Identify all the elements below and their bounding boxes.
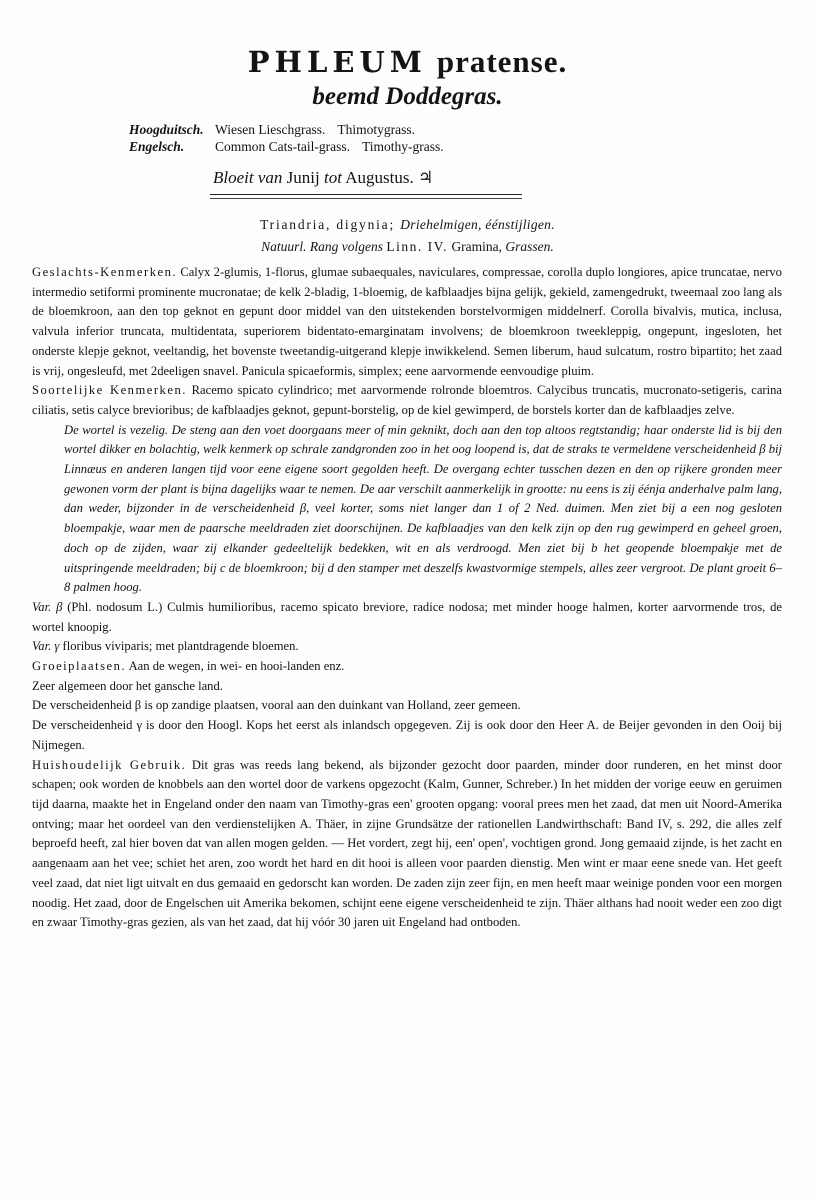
vernacular-row-english xyxy=(129,138,456,155)
habitat-line: Zeer algemeen door het gansche land. xyxy=(32,678,223,693)
body-text xyxy=(32,263,782,933)
perennial-symbol: ♃ xyxy=(417,168,434,187)
habitat-line: De verscheidenheid β is op zandige plaatsen, vooral aan den duinkant van Holland, zeer gemeen. xyxy=(32,698,521,713)
genus-name: PHLEUM xyxy=(247,45,427,79)
bloom-period xyxy=(213,167,433,189)
vernacular-name: Timothy-grass. xyxy=(362,139,444,154)
section-text: Aan de wegen, in wei- en hooi-landen enz. xyxy=(128,659,345,674)
vernacular-name: Wiesen Lieschgrass. xyxy=(215,122,326,137)
title-block xyxy=(0,44,815,112)
species-characters xyxy=(32,381,782,420)
variety-beta xyxy=(32,598,782,637)
divider xyxy=(210,198,522,199)
vernacular-language: Engelsch. xyxy=(129,139,185,154)
vernacular-names xyxy=(129,121,456,155)
variety-text: (Phl. nodosum L.) Culmis humilioribus, racemo spicato breviore, radice nodosa; met minder hooge halmen, korter aarvormende tros, de wortel knoopig. xyxy=(32,599,782,634)
observation-paragraph: De wortel is vezelig. De steng aan den voet doorgaans meer of min geknikt, doch aan den top altoos regtstandig; haar onderste lid is bij den wortel dikker en bolachtig, welk kenmerk op schrale zandgronden zoo in het oog loopend is, dat de straks te vermeldene verscheidenheid β bij Linnæus en anderen langen tijd voor eene eigene soort gegolden heeft. De overgang echter tusschen dezen en den op rijkere gronden meer gewonen vorm der plant is bijna dagelijks waar te nemen. De aar verschilt aanmerkelijk in grootte: nu eens is zij éénja anderhalve palm lang, dan weder, bijzonder in de verscheidenheid β, veel korter, soms niet langer dan 1 of 2 Ned. duimen. Men ziet bij a een nog gesloten bloempakje, waar men de paarsche meeldraden ziet doorschijnen. De kafblaadjes van den kelk zijn op den rug gewimperd en geheel groen, doch op de zijden, waar zij elkander gedeeltelijk bedekken, wit en als verdroogd. Men ziet bij b het geopende bloempakje met de uitspringende meeldraden; bij c de bloemkroon; bij d den stamper met deszelfs kwastvormige stempels, alles zeer vergroot. De plant groeit 6–8 palmen hoog. xyxy=(64,422,782,595)
divider xyxy=(210,194,522,195)
class-latin: Triandria, digynia; xyxy=(260,217,396,232)
class-dutch: Driehelmigen, éénstijligen. xyxy=(400,217,555,232)
variety-label: Var. β xyxy=(32,599,63,614)
variety-label: Var. γ xyxy=(32,639,60,654)
habitat xyxy=(32,657,782,677)
bloom-to: Augustus. xyxy=(345,168,414,187)
economic-use xyxy=(32,756,782,933)
bloom-from: Junij xyxy=(286,168,320,187)
genus-characters xyxy=(32,263,782,381)
variety-text: floribus viviparis; met plantdragende bloemen. xyxy=(62,639,299,654)
rank-linn: Linn. IV. xyxy=(386,239,449,254)
vernacular-language: Hoogduitsch. xyxy=(129,122,204,137)
habitat-line: De verscheidenheid γ is door den Hoogl. Kops het eerst als inlandsch opgegeven. Zij is ook door den Heer A. de Beijer gevonden in den Ooij bij Nijmegen. xyxy=(32,718,782,752)
page-title xyxy=(0,44,815,80)
section-text: Racemo spicato cylindrico; met aarvormende rolronde bloemtros. Calycibus truncatis, mucronato-setigeris, carina ciliatis, setis calyce brevioribus; de kafblaadjes geknot, gepunt-borstelig, op de kiel gewimperd, de borstels korter dan de kafblaadjes zelve. xyxy=(32,383,782,417)
section-heading: Huishoudelijk Gebruik. xyxy=(32,757,187,772)
section-text: Calyx 2-glumis, 1-florus, glumae subaequales, naviculares, compressae, corolla duplo longiores, apice truncatae, nervo intermedio setiformi prominente mucronatae; de kelk 2-bladig, 1-bloemig, de kafblaadjes bijna gelijk, gekield, zamengedrukt, tweemaal zoo lang als de bloemkroon, aan den top geknot en gepunt door middel van den uitstekenden borstelvormigen middelnerf. Corolla bivalvis, mutica, inclusa, valvula inferior truncata, multidentata, superiorem bidentato-emarginatam involvens; de bloemkroon tweekleppig, ongepunt, ingesloten, het onderste klepje geknot, veeltandig, het bovenste tweetandig-uitgerand klepje inwikkelend. Semen liberum, haud sulcatum, rostro bipartito; het zaad is vrij, ongesleufd, met 2deeligen snavel. Panicula spicaeformis, simplex; eene aarvormende eenvoudige pluim. xyxy=(32,265,782,378)
natural-rank xyxy=(0,238,815,256)
section-heading: Geslachts-Kenmerken. xyxy=(32,265,178,279)
section-heading: Groeiplaatsen. xyxy=(32,659,127,674)
vernacular-name: Thimotygrass. xyxy=(337,122,416,137)
vernacular-name: Common Cats-tail-grass. xyxy=(215,139,350,154)
bloom-tot: tot xyxy=(323,168,342,187)
section-text: Dit gras was reeds lang bekend, als bijzonder gezocht door paarden, minder door runderen, en het minst door schapen; ook worden de knobbels aan den wortel door de varkens opgezocht (Kalm, Gunner, Schreber.) In het midden der vorige eeuw en geruimen tijd daarna, maakte het in Engeland onder den naam van Timothy-gras een' grooten opgang: vooral prees men het zaad, dat men uit Noord-Amerika ontving; maar het oordeel van den verdienstelijken A. Thäer, in zijne Grundsätze der rationellen Landwirthschaft: Band IV, s. 292, die alles zelf beproefd heeft, zal hier boven dat van allen mogen gelden. — Het vordert, zegt hij, een' open', vochtigen grond. Jong gemaaid zijnde, is het zacht en aangenaam aan het vee; schiet het aren, zoo wordt het hard en dit hooi is alleen voor paarden dienstig. Men wint er maar eene snede van. Het geeft veel zaad, dat niet ligt uitvalt en dus gemaaid en gedorscht kan worden. De zaden zijn zeer fijn, en men heeft maar weinige ponden voor een morgen noodig. Het zaad, door de Engelschen uit Amerika bekomen, schijnt eene eigene verscheidenheid te zijn. Thäer althans had nooit weder een zoo digt en zwaar Timothy-gras gezien, als van het zaad, dat hij vóór 30 jaren uit Engeland had ontboden. xyxy=(32,757,782,930)
rank-latin: Gramina, xyxy=(451,239,503,254)
variety-gamma xyxy=(32,637,782,657)
linnaean-class xyxy=(0,216,815,234)
rank-dutch: Grassen. xyxy=(505,239,554,254)
bloom-prefix: Bloeit van xyxy=(213,168,283,187)
dutch-name: beemd Doddegras. xyxy=(312,83,503,110)
species-name: pratense. xyxy=(436,44,568,79)
rank-prefix: Natuurl. Rang volgens xyxy=(261,239,384,254)
section-heading: Soortelijke Kenmerken. xyxy=(32,383,187,398)
vernacular-row-german xyxy=(129,121,456,138)
